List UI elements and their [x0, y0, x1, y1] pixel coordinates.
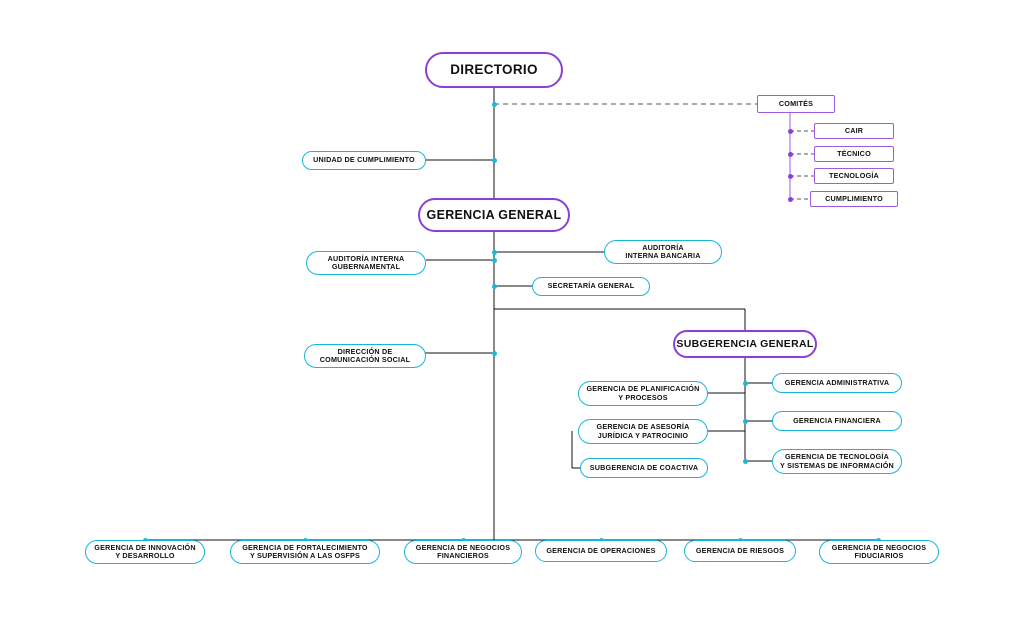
junction-dot-financiera: [743, 419, 748, 424]
node-unidad-cumplimiento[interactable]: [302, 151, 426, 170]
node-gerencia-tecnologia-sistemas-label-2: Y SISTEMAS DE INFORMACIÓN: [780, 460, 894, 470]
node-gerencia-tecnologia-sistemas-label-1: GERENCIA DE TECNOLOGÍA: [785, 452, 889, 462]
node-gerencia-negocios-financieros[interactable]: [404, 540, 522, 564]
node-subgerencia-general-label: SUBGERENCIA GENERAL: [676, 337, 814, 350]
node-gerencia-administrativa-label: GERENCIA ADMINISTRATIVA: [784, 377, 890, 387]
node-comite-tecnico[interactable]: [814, 146, 894, 162]
node-gerencia-negocios-financieros-label-1: GERENCIA DE NEGOCIOS: [415, 542, 511, 552]
node-comite-cair-label: CAIR: [844, 125, 864, 135]
node-gerencia-fortalecimiento-supervision[interactable]: [230, 540, 380, 564]
junction-dot-secretaria: [492, 284, 497, 289]
junction-dot-tecnologia-sistemas: [743, 459, 748, 464]
node-direccion-comunicacion-social-label-1: DIRECCIÓN DE: [337, 346, 393, 356]
node-gerencia-innovacion-desarrollo-label-2: Y DESARROLLO: [115, 551, 175, 560]
node-gerencia-general[interactable]: [418, 198, 570, 232]
junction-dot-directorio-comites: [492, 102, 497, 107]
node-secretaria-general[interactable]: [532, 277, 650, 296]
node-gerencia-fortalecimiento-supervision-label-1: GERENCIA DE FORTALECIMIENTO: [242, 542, 368, 552]
junction-dot-comunicacion: [492, 351, 497, 356]
node-comite-cumplimiento[interactable]: [810, 191, 898, 207]
node-directorio-label: DIRECTORIO: [450, 62, 538, 78]
node-gerencia-innovacion-desarrollo[interactable]: [85, 540, 205, 564]
node-gerencia-general-label: GERENCIA GENERAL: [426, 207, 562, 222]
node-subgerencia-coactiva-label: SUBGERENCIA DE COACTIVA: [589, 462, 699, 472]
node-gerencia-operaciones[interactable]: [535, 540, 667, 562]
node-gerencia-operaciones-label: GERENCIA DE OPERACIONES: [546, 545, 656, 555]
node-gerencia-tecnologia-sistemas[interactable]: [772, 449, 902, 474]
junction-dot-administrativa: [743, 381, 748, 386]
node-gerencia-asesoria-juridica-label-1: GERENCIA DE ASESORÍA: [596, 422, 690, 432]
node-gerencia-asesoria-juridica-label-2: JURÍDICA Y PATROCINIO: [597, 430, 689, 440]
node-gerencia-negocios-fiduciarios[interactable]: [819, 540, 939, 564]
node-directorio[interactable]: [425, 52, 563, 88]
node-gerencia-innovacion-desarrollo-label-1: GERENCIA DE INNOVACIÓN: [94, 542, 196, 552]
node-gerencia-negocios-fiduciarios-label-1: GERENCIA DE NEGOCIOS: [831, 542, 927, 552]
node-direccion-comunicacion-social-label-2: COMUNICACIÓN SOCIAL: [319, 355, 411, 364]
node-gerencia-planificacion-procesos-label-1: GERENCIA DE PLANIFICACIÓN: [586, 384, 700, 394]
node-auditoria-interna-gubernamental[interactable]: [306, 251, 426, 275]
node-gerencia-asesoria-juridica[interactable]: [578, 419, 708, 444]
node-auditoria-interna-bancaria[interactable]: [604, 240, 722, 264]
junction-dot-tecnologia: [788, 174, 793, 179]
node-comite-tecnologia[interactable]: [814, 168, 894, 184]
node-comites-label: COMITÉS: [778, 98, 814, 108]
node-gerencia-planificacion-procesos[interactable]: [578, 381, 708, 406]
node-gerencia-fortalecimiento-supervision-label-2: Y SUPERVISIÓN A LAS OSFPS: [249, 551, 361, 560]
node-auditoria-interna-gubernamental-label-2: GUBERNAMENTAL: [331, 262, 401, 271]
junction-dot-tecnico: [788, 152, 793, 157]
node-unidad-cumplimiento-label: UNIDAD DE CUMPLIMIENTO: [313, 155, 415, 165]
node-gerencia-planificacion-procesos-label-2: Y PROCESOS: [618, 392, 668, 402]
node-gerencia-negocios-financieros-label-2: FINANCIEROS: [437, 551, 489, 560]
node-comite-tecnologia-label: TECNOLOGÍA: [829, 170, 879, 180]
node-comite-cair[interactable]: [814, 123, 894, 139]
node-auditoria-interna-bancaria-label-1: AUDITORÍA: [642, 242, 684, 252]
node-subgerencia-coactiva[interactable]: [580, 458, 708, 478]
node-gerencia-financiera-label: GERENCIA FINANCIERA: [793, 415, 881, 425]
node-direccion-comunicacion-social[interactable]: [304, 344, 426, 368]
node-comites[interactable]: [757, 95, 835, 113]
junction-dot-unidad-cumplimiento: [492, 158, 497, 163]
junction-dot-auditoria-bancaria: [492, 250, 497, 255]
node-secretaria-general-label: SECRETARÍA GENERAL: [547, 281, 635, 291]
junction-dot-cair: [788, 129, 793, 134]
node-subgerencia-general[interactable]: [673, 330, 817, 358]
node-gerencia-riesgos[interactable]: [684, 540, 796, 562]
junction-dot-cumplimiento: [788, 197, 793, 202]
junction-dot-auditoria-gubernamental: [492, 258, 497, 263]
node-gerencia-negocios-fiduciarios-label-2: FIDUCIARIOS: [854, 551, 904, 560]
node-auditoria-interna-gubernamental-label-1: AUDITORÍA INTERNA: [327, 253, 405, 263]
node-comite-cumplimiento-label: CUMPLIMIENTO: [825, 193, 883, 203]
node-auditoria-interna-bancaria-label-2: INTERNA BANCARIA: [625, 251, 701, 260]
node-gerencia-financiera[interactable]: [772, 411, 902, 431]
node-gerencia-administrativa[interactable]: [772, 373, 902, 393]
node-gerencia-riesgos-label: GERENCIA DE RIESGOS: [695, 545, 785, 555]
node-comite-tecnico-label: TÉCNICO: [837, 148, 871, 158]
